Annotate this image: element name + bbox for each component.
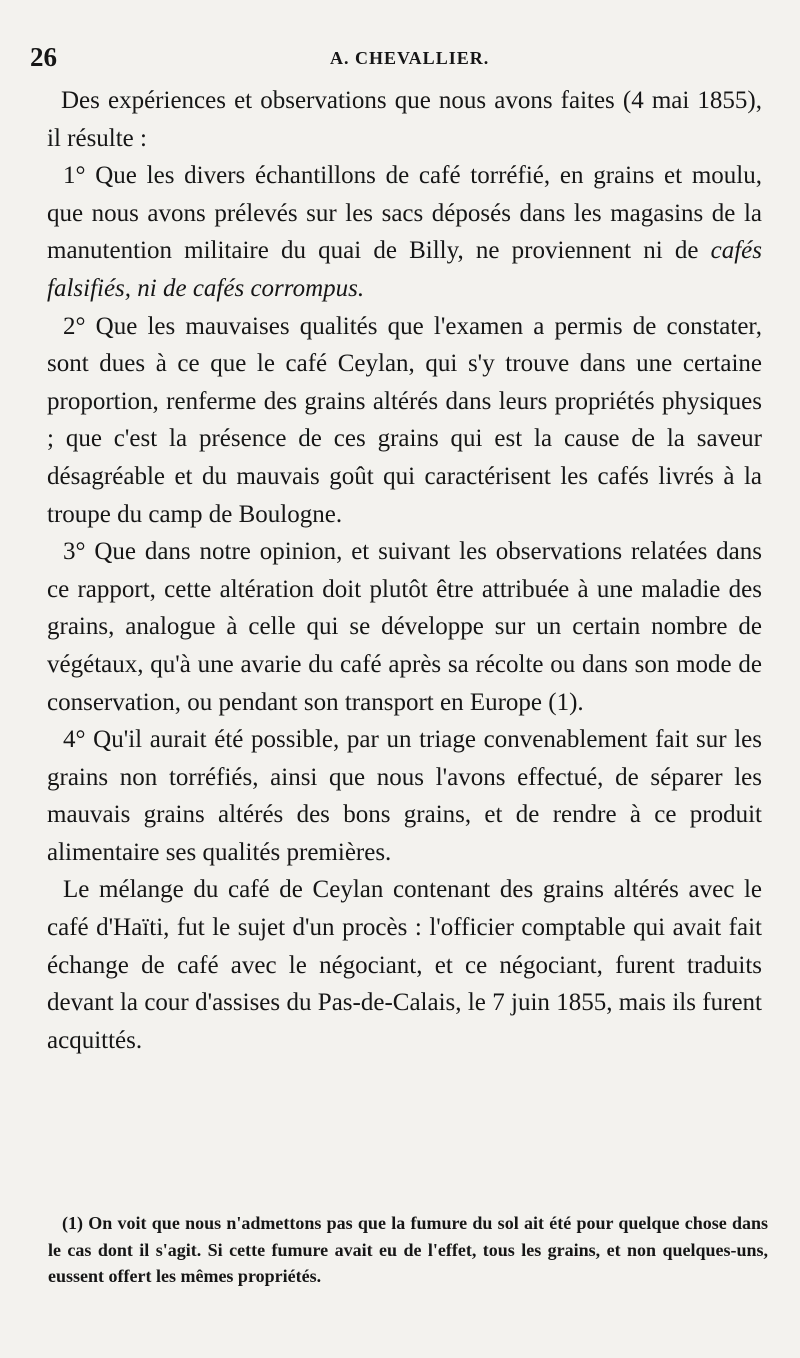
main-text	[47, 82, 762, 1059]
running-head: A. CHEVALLIER.	[330, 48, 490, 68]
footnote-text: (1) On voit que nous n'admettons pas que la fumure du sol ait été pour quelque chose dans le cas dont il s'agit. Si cette fumure avait eu de l'effet, tous les grains, et non quelques-uns, eussent offert les mêmes propriétés.	[48, 1213, 768, 1286]
paragraph-1-text: 1° Que les divers échantillons de café torréfié, en grains et moulu, que nous avons prélevés sur les sacs déposés dans les magasins de la manutention militaire du quai de Billy, ne proviennent ni de	[47, 162, 762, 265]
paragraph-4: 4° Qu'il aurait été possible, par un triage convenablement fait sur les grains non torréfiés, ainsi que nous l'avons effectué, de séparer les mauvais grains altérés des bons grains, et de rendre à ce produit alimentaire ses qualités premières.	[47, 726, 762, 866]
page-number: 26	[30, 42, 57, 72]
paragraph-2: 2° Que les mauvaises qualités que l'examen a permis de constater, sont dues à ce que le café Ceylan, qui s'y trouve dans une certaine proportion, renferme des grains altérés dans leurs propriétés physiques ; que c'est la présence de ces grains qui est la cause de la saveur désagréable et du mauvais goût qui caractérisent les cafés livrés à la troupe du camp de Boulogne.	[47, 312, 762, 528]
footnote	[48, 1210, 768, 1290]
paragraph-1-italic: cafés falsifiés, ni de cafés corrompus.	[47, 237, 762, 302]
page-header	[30, 42, 760, 78]
paragraph-1	[47, 157, 762, 307]
intro-paragraph: Des expériences et observations que nous avons faites (4 mai 1855), il résulte :	[47, 87, 762, 152]
paragraph-3: 3° Que dans notre opinion, et suivant les observations relatées dans ce rapport, cette altération doit plutôt être attribuée à une maladie des grains, analogue à celle qui se développe sur un certain nombre de végétaux, qu'à une avarie du café après sa récolte ou dans son mode de conservation, ou pendant son transport en Europe (1).	[47, 538, 762, 716]
paragraph-5: Le mélange du café de Ceylan contenant des grains altérés avec le café d'Haïti, fut le sujet d'un procès : l'officier comptable qui avait fait échange de café avec le négociant, et ce négociant, furent traduits devant la cour d'assises du Pas-de-Calais, le 7 juin 1855, mais ils furent acquittés.	[47, 876, 762, 1054]
